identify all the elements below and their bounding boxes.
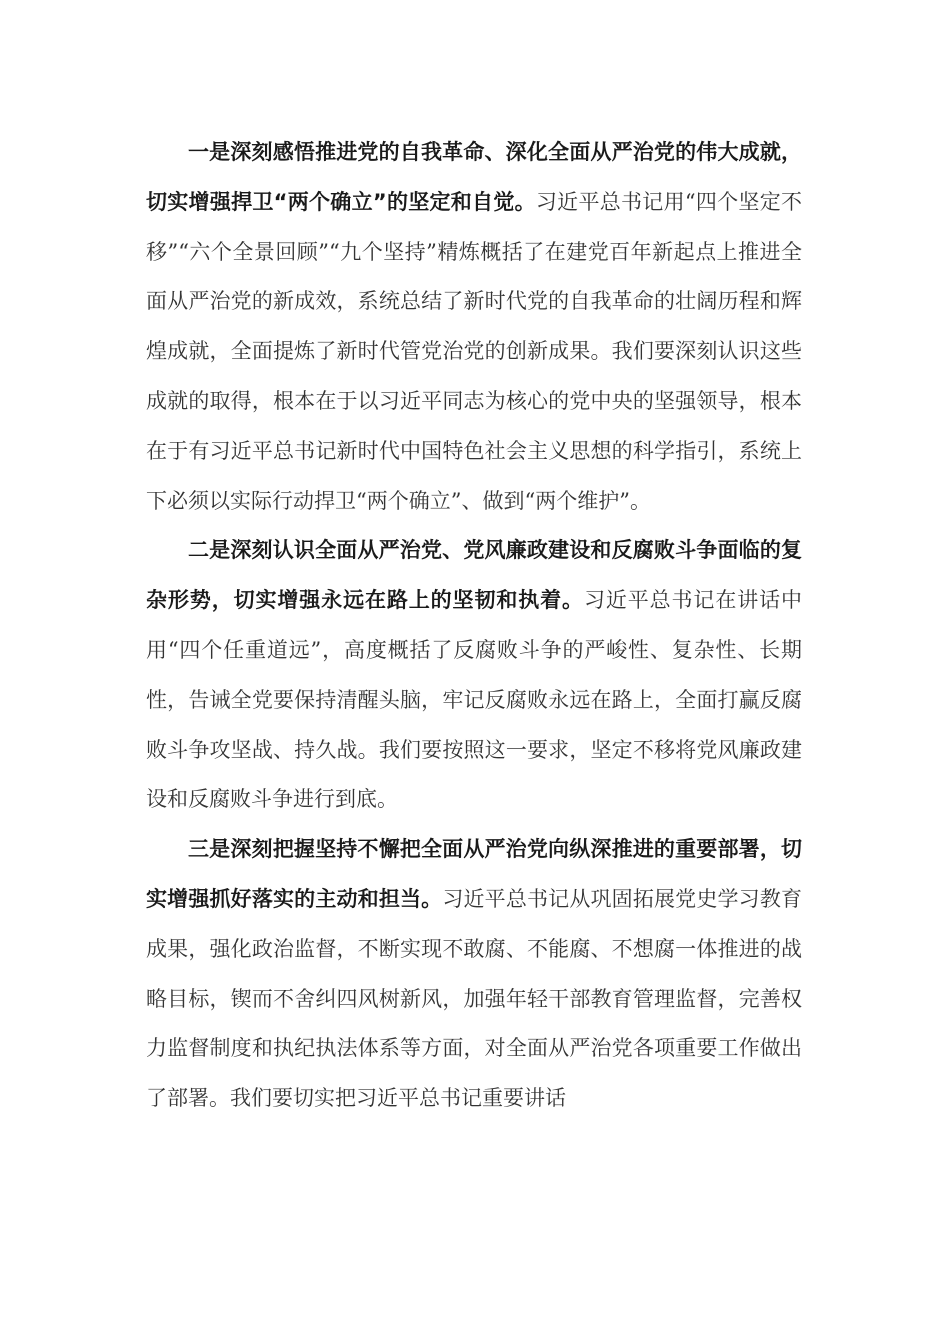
paragraph-1-lead: 一是深刻感悟推进党的自我革命、深化全面从严治党的伟大成就，切实增强捍卫“两个确立”的坚定和自觉。 [146, 140, 802, 214]
paragraph-2-body: 习近平总书记在讲话中用“四个任重道远”，高度概括了反腐败斗争的严峻性、复杂性、长期性，告诫全党要保持清醒头脑，牢记反腐败永远在路上，全面打赢反腐败斗争攻坚战、持久战。我们要按照这一要求，坚定不移将党风廉政建设和反腐败斗争进行到底。 [146, 588, 803, 812]
paragraph-2 [146, 526, 802, 825]
paragraph-3-body: 习近平总书记从巩固拓展党史学习教育成果，强化政治监督，不断实现不敢腐、不能腐、不想腐一体推进的战略目标，锲而不舍纠四风树新风，加强年轻干部教育管理监督，完善权力监督制度和执纪执法体系等方面，对全面从严治党各项重要工作做出了部署。我们要切实把习近平总书记重要讲话 [146, 886, 803, 1111]
paragraph-3 [146, 825, 802, 1124]
paragraph-3-lead: 三是深刻把握坚持不懈把全面从严治党向纵深推进的重要部署，切实增强抓好落实的主动和担当。 [146, 837, 802, 911]
paragraph-2-lead: 二是深刻认识全面从严治党、党风廉政建设和反腐败斗争面临的复杂形势，切实增强永远在路上的坚韧和执着。 [146, 538, 802, 613]
paragraph-1 [146, 128, 802, 526]
paragraph-1-body: 习近平总书记用“四个坚定不移”“六个全景回顾”“九个坚持”精炼概括了在建党百年新起点上推进全面从严治党的新成效，系统总结了新时代党的自我革命的壮阔历程和辉煌成就，全面提炼了新时代管党治党的创新成果。我们要深刻认识这些成就的取得，根本在于以习近平同志为核心的党中央的坚强领导，根本在于有习近平总书记新时代中国特色社会主义思想的科学指引，系统上下必须以实际行动捍卫“两个确立”、做到“两个维护”。 [146, 189, 802, 513]
document-body [146, 128, 802, 1124]
